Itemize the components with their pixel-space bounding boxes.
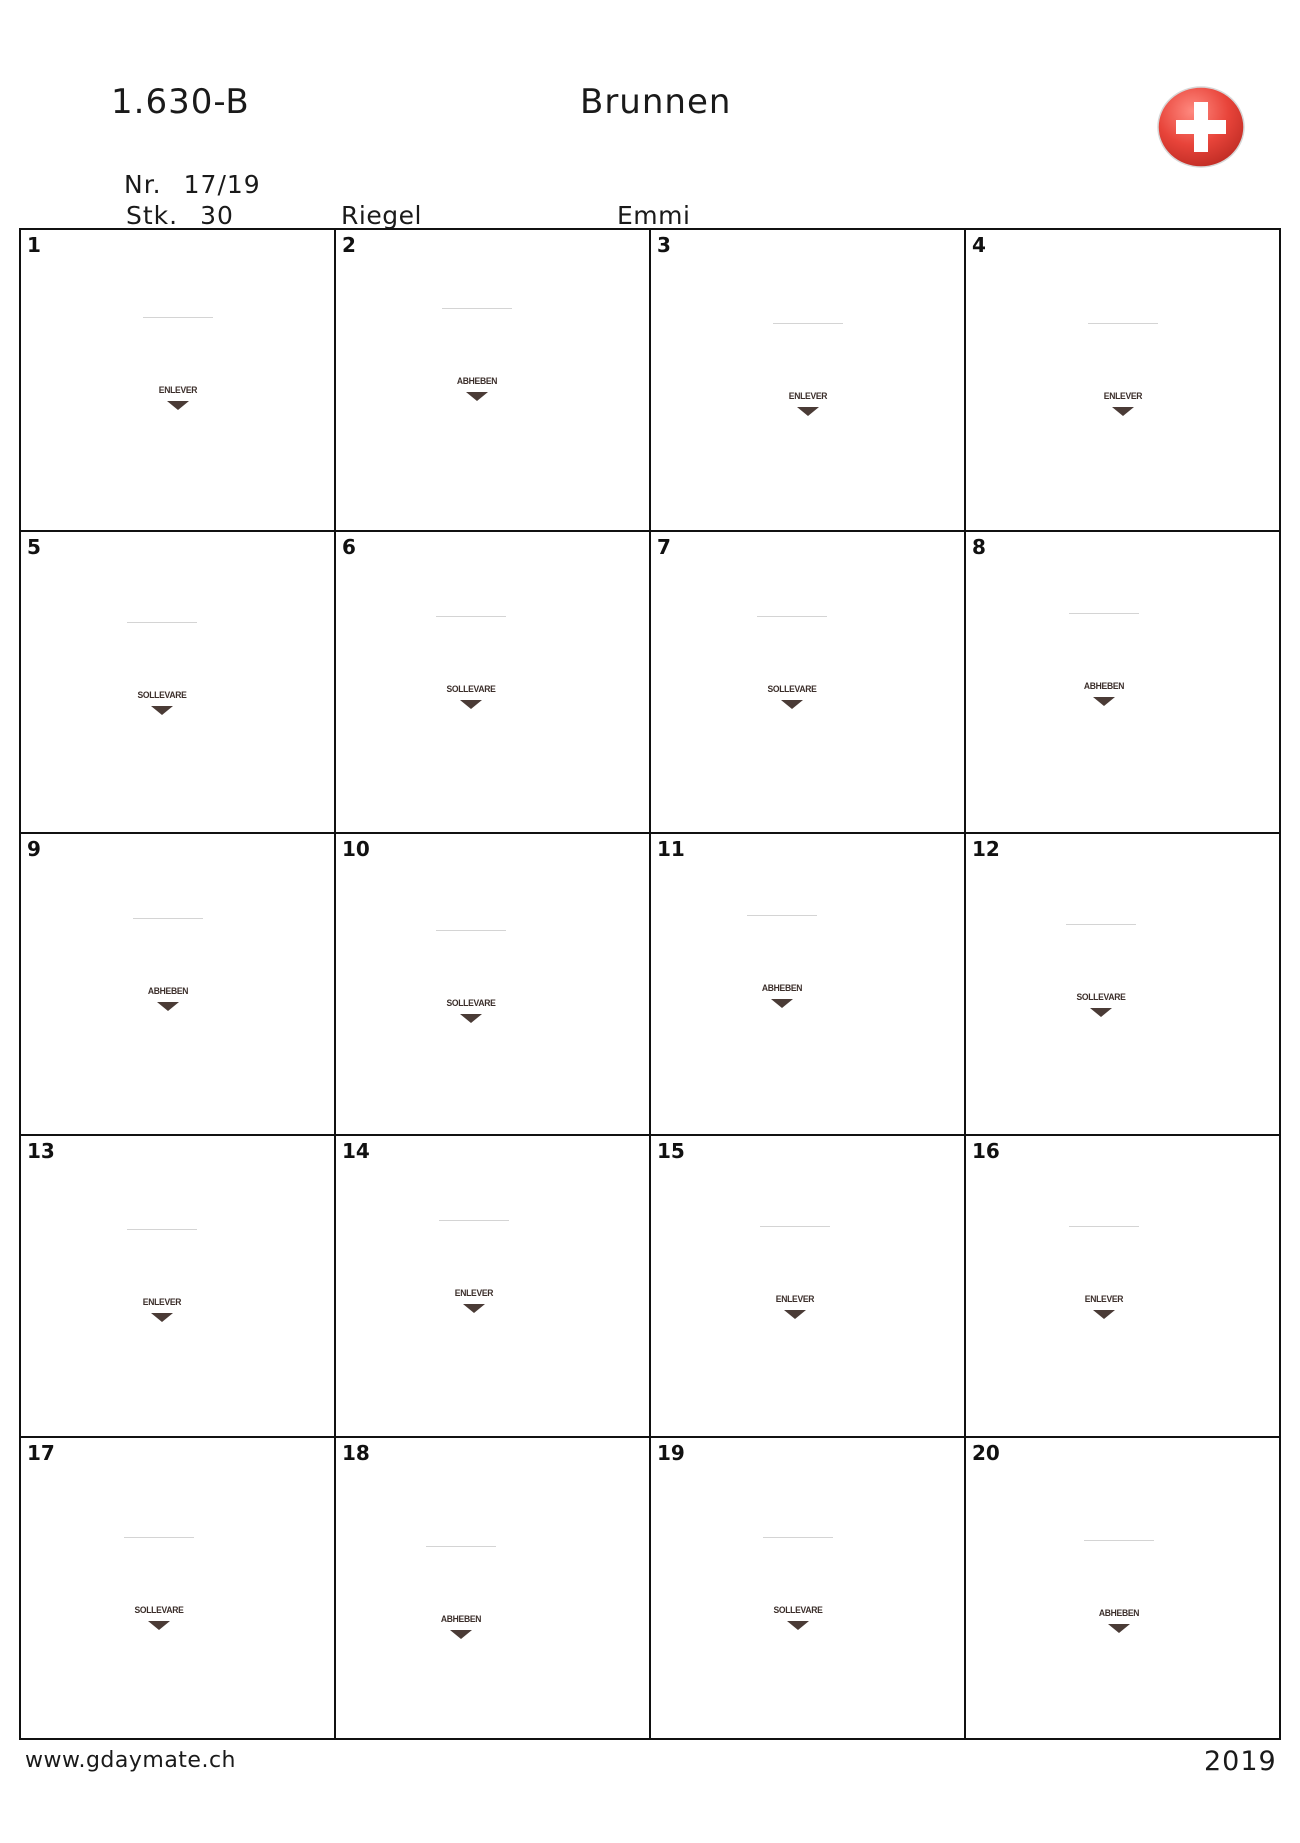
grid-cell xyxy=(966,532,1281,834)
cell-number: 15 xyxy=(657,1139,685,1163)
lid-image xyxy=(1074,1540,1164,1660)
lid-image xyxy=(114,1537,204,1657)
arrow-down-icon xyxy=(148,1621,170,1630)
lid-word: SOLLEVARE xyxy=(767,684,817,694)
lid-image xyxy=(1056,924,1146,1044)
grid-cell xyxy=(651,532,966,834)
category-label: Riegel xyxy=(341,201,422,230)
lid-word: ABHEBEN xyxy=(441,1614,482,1624)
grid-cell xyxy=(21,1438,336,1740)
lid-word: ENLEVER xyxy=(775,1294,815,1304)
lid-word: ABHEBEN xyxy=(147,986,189,996)
stk-value: 30 xyxy=(200,201,234,230)
swiss-flag-icon xyxy=(1156,85,1246,169)
lid-edge xyxy=(1069,1226,1139,1227)
lid-word: SOLLEVARE xyxy=(137,690,187,700)
grid-cell xyxy=(966,1136,1281,1438)
lid-edge xyxy=(760,1226,830,1227)
arrow-down-icon xyxy=(1093,697,1115,706)
grid-cell xyxy=(336,1136,651,1438)
arrow-down-icon xyxy=(167,401,189,410)
lid-image xyxy=(426,930,516,1050)
brand-label: Emmi xyxy=(617,201,691,230)
cell-number: 11 xyxy=(657,837,685,861)
nr-value: 17/19 xyxy=(183,170,261,199)
lid-edge xyxy=(773,323,843,324)
cell-number: 7 xyxy=(657,535,671,559)
arrow-down-icon xyxy=(1093,1310,1115,1319)
cell-number: 2 xyxy=(342,233,356,257)
catalog-code: 1.630-B xyxy=(111,82,250,122)
lid-image xyxy=(753,1537,843,1657)
lid-edge xyxy=(124,1537,194,1538)
lid-word: SOLLEVARE xyxy=(1076,992,1126,1002)
arrow-down-icon xyxy=(1108,1624,1130,1633)
arrow-down-icon xyxy=(787,1621,809,1630)
lid-edge xyxy=(747,915,817,916)
grid-cell xyxy=(21,532,336,834)
cell-number: 14 xyxy=(342,1139,370,1163)
year-label: 2019 xyxy=(1204,1746,1277,1777)
lid-image xyxy=(1059,613,1149,733)
grid-cell xyxy=(651,1438,966,1740)
grid-cell xyxy=(336,834,651,1136)
cell-number: 6 xyxy=(342,535,356,559)
cell-number: 9 xyxy=(27,837,41,861)
lid-image xyxy=(133,317,223,437)
grid-cell xyxy=(336,532,651,834)
lid-edge xyxy=(143,317,213,318)
arrow-down-icon xyxy=(784,1310,806,1319)
lid-word: SOLLEVARE xyxy=(773,1605,823,1615)
grid-cell xyxy=(336,230,651,532)
cell-number: 3 xyxy=(657,233,671,257)
lid-edge xyxy=(763,1537,833,1538)
arrow-down-icon xyxy=(151,706,173,715)
lid-grid xyxy=(19,228,1281,1740)
lid-word: SOLLEVARE xyxy=(446,684,496,694)
arrow-down-icon xyxy=(771,999,793,1008)
grid-cell xyxy=(966,834,1281,1136)
lid-image xyxy=(432,308,522,428)
cell-number: 5 xyxy=(27,535,41,559)
arrow-down-icon xyxy=(1112,407,1134,416)
cell-number: 13 xyxy=(27,1139,55,1163)
cell-number: 19 xyxy=(657,1441,685,1465)
lid-image xyxy=(429,1220,519,1340)
lid-image xyxy=(1078,323,1168,443)
lid-edge xyxy=(442,308,512,309)
lid-word: ENLEVER xyxy=(1084,1294,1123,1304)
grid-cell xyxy=(21,834,336,1136)
lid-image xyxy=(117,1229,207,1349)
arrow-down-icon xyxy=(157,1002,179,1011)
lid-word: ENLEVER xyxy=(788,391,827,401)
grid-cell xyxy=(651,834,966,1136)
arrow-down-icon xyxy=(466,392,488,401)
cell-number: 1 xyxy=(27,233,41,257)
lid-word: ABHEBEN xyxy=(762,983,803,993)
nr-label: Nr. xyxy=(124,170,162,199)
lid-edge xyxy=(426,1546,496,1547)
lid-word: ABHEBEN xyxy=(1083,681,1124,691)
lid-edge xyxy=(757,616,827,617)
grid-cell xyxy=(966,230,1281,532)
arrow-down-icon xyxy=(463,1304,485,1313)
lid-word: SOLLEVARE xyxy=(446,998,496,1008)
lid-word: ENLEVER xyxy=(1103,391,1142,401)
lid-image xyxy=(737,915,827,1035)
arrow-down-icon xyxy=(151,1313,173,1322)
grid-cell xyxy=(651,1136,966,1438)
lid-image xyxy=(117,622,207,742)
arrow-down-icon xyxy=(460,1014,482,1023)
arrow-down-icon xyxy=(460,700,482,709)
lid-image xyxy=(123,918,213,1038)
grid-cell xyxy=(651,230,966,532)
lid-word: ABHEBEN xyxy=(1099,1608,1140,1618)
lid-edge xyxy=(1088,323,1158,324)
quantity-line xyxy=(126,201,234,230)
lid-image xyxy=(763,323,853,443)
cell-number: 18 xyxy=(342,1441,370,1465)
page-title: Brunnen xyxy=(580,82,732,122)
lid-edge xyxy=(1084,1540,1154,1541)
arrow-down-icon xyxy=(450,1630,472,1639)
arrow-down-icon xyxy=(1090,1008,1112,1017)
cell-number: 4 xyxy=(972,233,986,257)
lid-edge xyxy=(1066,924,1136,925)
lid-edge xyxy=(436,930,506,931)
lid-word: SOLLEVARE xyxy=(134,1605,184,1615)
lid-edge xyxy=(1069,613,1139,614)
cell-number: 17 xyxy=(27,1441,55,1465)
lid-word: ENLEVER xyxy=(454,1288,493,1298)
lid-edge xyxy=(133,918,203,919)
lid-image xyxy=(426,616,516,736)
lid-edge xyxy=(127,1229,197,1230)
website-url: www.gdaymate.ch xyxy=(25,1748,236,1773)
lid-word: ENLEVER xyxy=(142,1297,182,1307)
lid-image xyxy=(1059,1226,1149,1346)
grid-cell xyxy=(336,1438,651,1740)
number-line xyxy=(124,170,261,199)
lid-edge xyxy=(127,622,197,623)
grid-cell xyxy=(21,230,336,532)
stk-label: Stk. xyxy=(126,201,179,230)
cell-number: 20 xyxy=(972,1441,1000,1465)
lid-edge xyxy=(439,1220,509,1221)
cell-number: 10 xyxy=(342,837,370,861)
lid-image xyxy=(747,616,837,736)
cell-number: 12 xyxy=(972,837,1000,861)
lid-word: ENLEVER xyxy=(158,385,197,395)
lid-image xyxy=(750,1226,840,1346)
lid-edge xyxy=(436,616,506,617)
cell-number: 16 xyxy=(972,1139,1000,1163)
lid-image xyxy=(416,1546,506,1666)
cell-number: 8 xyxy=(972,535,986,559)
lid-word: ABHEBEN xyxy=(456,376,497,386)
grid-cell xyxy=(21,1136,336,1438)
grid-cell xyxy=(966,1438,1281,1740)
arrow-down-icon xyxy=(797,407,819,416)
arrow-down-icon xyxy=(781,700,803,709)
